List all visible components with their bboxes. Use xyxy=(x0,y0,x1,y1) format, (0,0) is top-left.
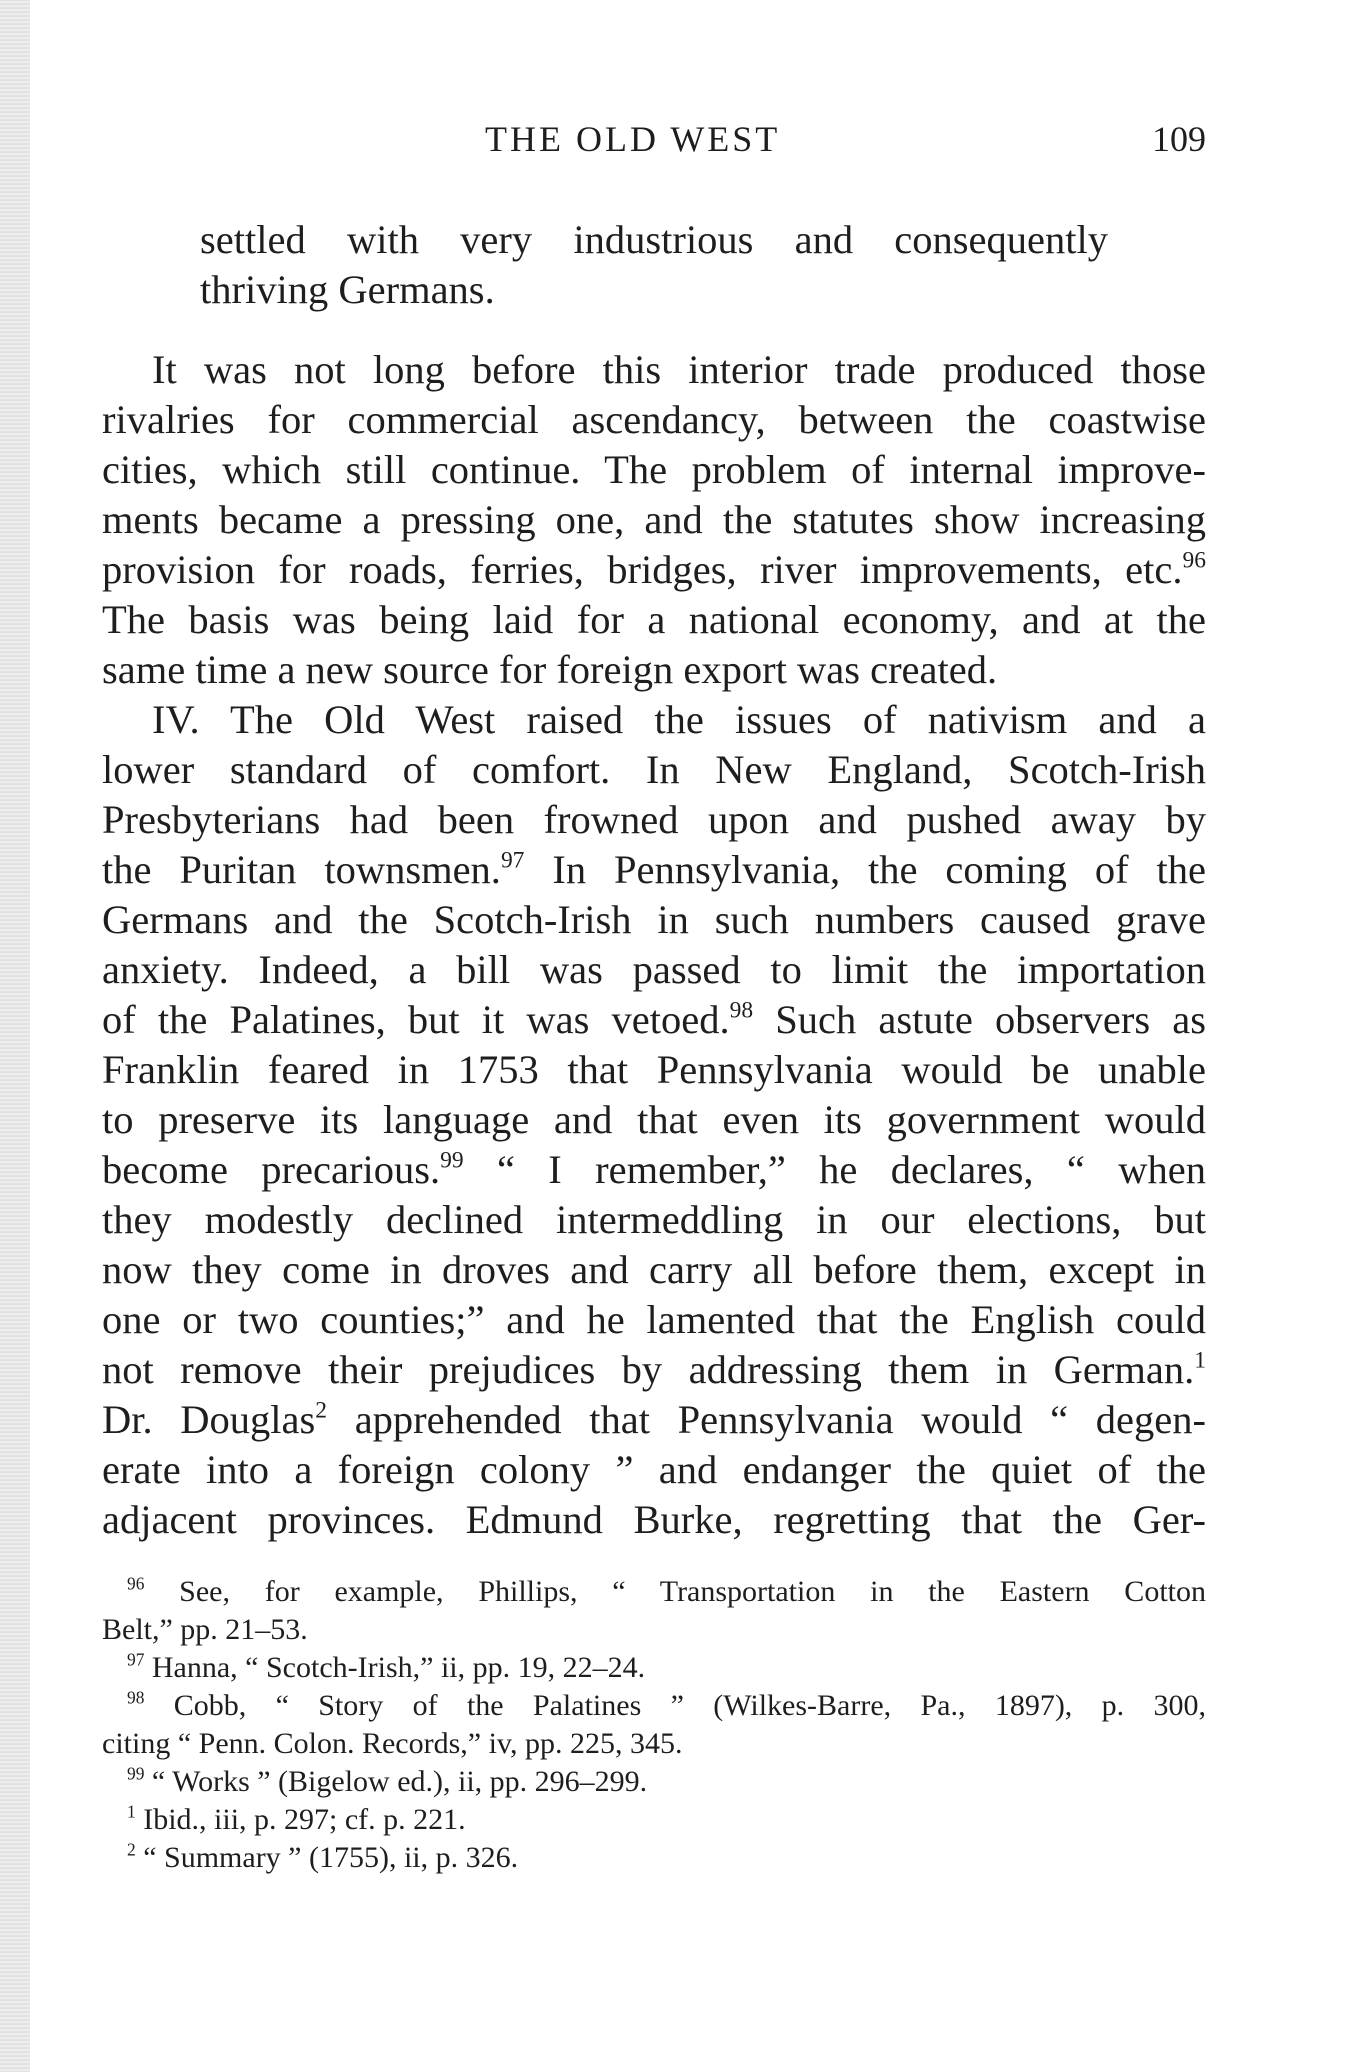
text-line: Germans and the Scotch-Irish in such numbers caused grave xyxy=(102,897,1206,942)
footnote: $^{98}$ Cobb, “ Story of the Palatines ” (Wilkes-Barre, Pa., 1897), p. 300, xyxy=(127,1687,1206,1722)
running-head: THE OLD WEST xyxy=(485,119,781,159)
text-line: not remove their prejudices by addressing them in German.$^1$ xyxy=(102,1347,1206,1392)
footnote-ref: 97 xyxy=(500,847,525,874)
footnote-mark: 98 xyxy=(127,1687,145,1708)
text-line: same time a new source for foreign export was created. xyxy=(102,647,998,692)
footnote-ref: 98 xyxy=(729,997,754,1024)
footnote: Belt,” pp. 21–53. xyxy=(102,1613,308,1646)
text-line: they modestly declined intermeddling in our elections, but xyxy=(102,1197,1206,1242)
footnote: $^{99}$ “ Works ” (Bigelow ed.), ii, pp. 296–299. xyxy=(127,1763,648,1798)
text-line: Franklin feared in 1753 that Pennsylvania would be unable xyxy=(102,1047,1206,1092)
footnote-ref: 96 xyxy=(1182,547,1206,574)
text-line: It was not long before this interior trade produced those xyxy=(152,347,1206,392)
text-line: erate into a foreign colony ” and endanger the quiet of the xyxy=(102,1447,1206,1492)
text-line: adjacent provinces. Edmund Burke, regretting that the Ger- xyxy=(102,1497,1206,1542)
text-line: one or two counties;” and he lamented that the English could xyxy=(102,1297,1206,1342)
text-line: lower standard of comfort. In New England, Scotch-Irish xyxy=(102,747,1206,792)
footnote-mark: 99 xyxy=(127,1763,145,1784)
text-line: rivalries for commercial ascendancy, between the coastwise xyxy=(102,397,1206,442)
text-line: Dr. Douglas$^2$ apprehended that Pennsylvania would “ degen- xyxy=(102,1397,1206,1442)
text-line: IV. The Old West raised the issues of nativism and a xyxy=(152,697,1206,742)
text-line: now they come in droves and carry all before them, except in xyxy=(102,1247,1206,1292)
text-line: the Puritan townsmen.$^{97}$ In Pennsylvania, the coming of the xyxy=(102,847,1206,892)
text-line: anxiety. Indeed, a bill was passed to limit the importation xyxy=(102,947,1206,992)
text-line: provision for roads, ferries, bridges, river improvements, etc.$^{96}$ xyxy=(102,547,1206,592)
text-line: become precarious.$^{99}$ “ I remember,” he declares, “ when xyxy=(102,1147,1206,1192)
footnote-mark: 2 xyxy=(127,1839,136,1860)
scanned-page-gutter xyxy=(0,0,30,2072)
page-header xyxy=(0,118,1355,168)
text-line: settled with very industrious and consequently xyxy=(200,217,1108,262)
text-line: thriving Germans. xyxy=(200,267,495,312)
text-line: Presbyterians had been frowned upon and pushed away by xyxy=(102,797,1206,842)
footnote: $^2$ “ Summary ” (1755), ii, p. 326. xyxy=(127,1839,519,1874)
text-line: cities, which still continue. The problem of internal improve- xyxy=(102,447,1206,492)
footnote: $^{97}$ Hanna, “ Scotch-Irish,” ii, pp. 19, 22–24. xyxy=(127,1649,646,1684)
text-line: of the Palatines, but it was vetoed.$^{98}$ Such astute observers as xyxy=(102,997,1206,1042)
footnote: citing “ Penn. Colon. Records,” iv, pp. 225, 345. xyxy=(102,1727,683,1760)
footnote-ref: 99 xyxy=(440,1147,464,1174)
text-line: ments became a pressing one, and the statutes show increasing xyxy=(102,497,1206,542)
footnote-mark: 97 xyxy=(127,1649,145,1670)
footnote-mark: 96 xyxy=(127,1573,145,1594)
text-line: The basis was being laid for a national economy, and at the xyxy=(102,597,1206,642)
footnote: $^{96}$ See, for example, Phillips, “ Transportation in the Eastern Cotton xyxy=(127,1573,1206,1608)
text-line: to preserve its language and that even its government would xyxy=(102,1097,1206,1142)
footnote: $^1$ Ibid., iii, p. 297; cf. p. 221. xyxy=(127,1801,466,1836)
page-number: 109 xyxy=(1152,119,1206,159)
footnote-ref: 2 xyxy=(315,1397,328,1424)
footnote-ref: 1 xyxy=(1194,1347,1206,1374)
footnote-mark: 1 xyxy=(127,1801,136,1822)
